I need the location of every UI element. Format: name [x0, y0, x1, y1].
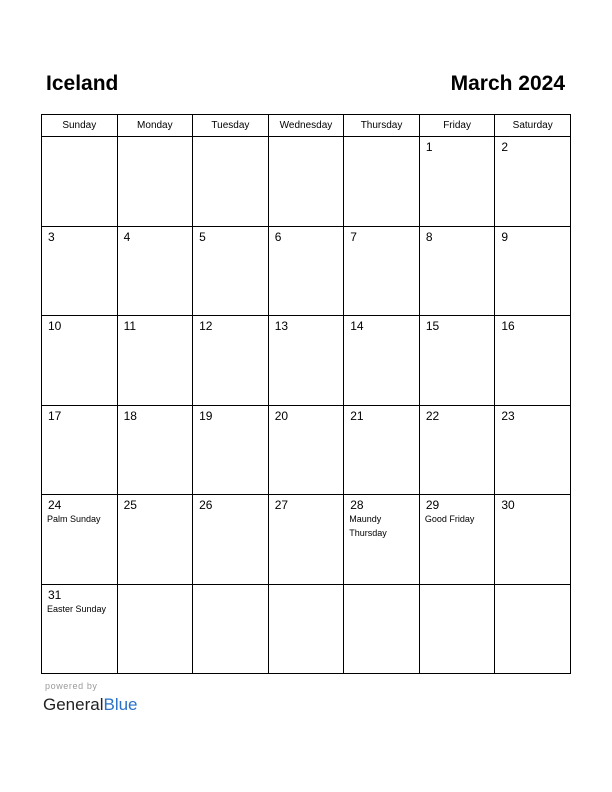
day-number: 15 — [425, 319, 440, 333]
day-number: 28 — [350, 498, 364, 512]
brand-logo[interactable] — [43, 694, 138, 716]
day-cell — [268, 316, 344, 406]
day-number: 16 — [501, 319, 515, 333]
country-title: Iceland — [46, 72, 119, 95]
calendar-grid — [41, 114, 571, 674]
day-number: 19 — [199, 408, 213, 423]
day-number: 18 — [123, 408, 137, 423]
day-cell — [268, 495, 344, 585]
day-number: 26 — [199, 498, 213, 512]
weekday-header: Sunday — [42, 115, 118, 137]
week-row — [42, 584, 571, 674]
day-cell — [419, 137, 495, 227]
day-number — [118, 137, 193, 140]
month-year-title: March 2024 — [450, 72, 565, 95]
day-number: 21 — [350, 408, 364, 423]
day-number — [344, 585, 419, 588]
brand-general-text: General — [43, 695, 104, 714]
day-cell — [117, 137, 193, 227]
day-number: 23 — [501, 408, 515, 423]
day-cell — [495, 226, 571, 316]
day-number — [495, 585, 570, 588]
week-row — [42, 495, 571, 585]
day-number: 11 — [123, 319, 137, 333]
day-number — [344, 137, 419, 140]
day-cell — [344, 584, 420, 674]
day-number: 8 — [425, 229, 433, 244]
day-cell — [117, 405, 193, 495]
day-number — [118, 585, 193, 588]
day-number: 4 — [123, 229, 131, 244]
day-cell — [117, 316, 193, 406]
day-number: 20 — [274, 408, 289, 423]
brand-blue-text: Blue — [103, 695, 138, 714]
weekday-header-row — [42, 115, 571, 137]
day-number: 7 — [350, 229, 357, 244]
day-number: 17 — [48, 408, 62, 423]
day-number — [193, 137, 268, 140]
day-number: 6 — [274, 229, 282, 244]
day-number: 1 — [425, 140, 433, 154]
day-number: 31 — [48, 587, 62, 602]
day-number — [42, 137, 117, 140]
day-number: 27 — [274, 498, 289, 512]
day-number: 30 — [501, 498, 515, 512]
week-row — [42, 226, 571, 316]
day-cell — [419, 495, 495, 585]
day-cell — [419, 584, 495, 674]
day-cell — [193, 316, 269, 406]
day-number: 5 — [199, 229, 206, 244]
day-number: 13 — [274, 319, 289, 333]
day-cell — [419, 405, 495, 495]
day-number: 14 — [350, 319, 364, 333]
week-row — [42, 316, 571, 406]
weekday-header: Thursday — [344, 115, 420, 137]
day-number: 25 — [123, 498, 137, 512]
day-number: 9 — [501, 229, 509, 244]
footer-branding — [43, 681, 138, 716]
day-cell — [268, 405, 344, 495]
day-cell — [42, 495, 118, 585]
day-cell — [117, 226, 193, 316]
day-number — [193, 585, 268, 588]
day-cell — [495, 137, 571, 227]
day-cell — [42, 316, 118, 406]
day-cell — [42, 584, 118, 674]
day-cell — [193, 405, 269, 495]
day-cell — [117, 584, 193, 674]
day-cell — [495, 316, 571, 406]
week-row — [42, 405, 571, 495]
day-number: 22 — [425, 408, 440, 423]
weekday-header: Monday — [117, 115, 193, 137]
day-cell — [42, 137, 118, 227]
day-cell — [268, 137, 344, 227]
powered-by-text: powered by — [45, 681, 98, 691]
day-number — [269, 585, 344, 588]
day-cell — [344, 226, 420, 316]
day-number: 29 — [425, 498, 440, 512]
holiday-label: Good Friday — [424, 514, 475, 524]
holiday-label: Maundy Thursday — [349, 514, 387, 538]
day-number: 24 — [48, 498, 62, 512]
holiday-label: Palm Sunday — [47, 514, 101, 524]
day-cell — [268, 584, 344, 674]
day-cell — [42, 405, 118, 495]
day-number — [420, 585, 495, 588]
day-cell — [193, 495, 269, 585]
day-number: 12 — [199, 319, 213, 333]
day-number: 2 — [501, 140, 509, 154]
day-cell — [419, 226, 495, 316]
day-number: 3 — [48, 229, 55, 244]
holiday-label: Easter Sunday — [47, 603, 107, 614]
day-cell — [117, 495, 193, 585]
day-cell — [193, 584, 269, 674]
day-cell — [344, 495, 420, 585]
weekday-header: Tuesday — [193, 115, 269, 137]
weekday-header: Friday — [419, 115, 495, 137]
weekday-header: Saturday — [495, 115, 571, 137]
day-cell — [344, 316, 420, 406]
day-cell — [193, 226, 269, 316]
day-cell — [495, 495, 571, 585]
day-cell — [344, 137, 420, 227]
day-number — [269, 137, 344, 140]
week-row — [42, 137, 571, 227]
weekday-header: Wednesday — [268, 115, 344, 137]
day-cell — [344, 405, 420, 495]
day-number: 10 — [48, 319, 62, 333]
day-cell — [42, 226, 118, 316]
day-cell — [268, 226, 344, 316]
day-cell — [495, 405, 571, 495]
day-cell — [495, 584, 571, 674]
day-cell — [193, 137, 269, 227]
day-cell — [419, 316, 495, 406]
